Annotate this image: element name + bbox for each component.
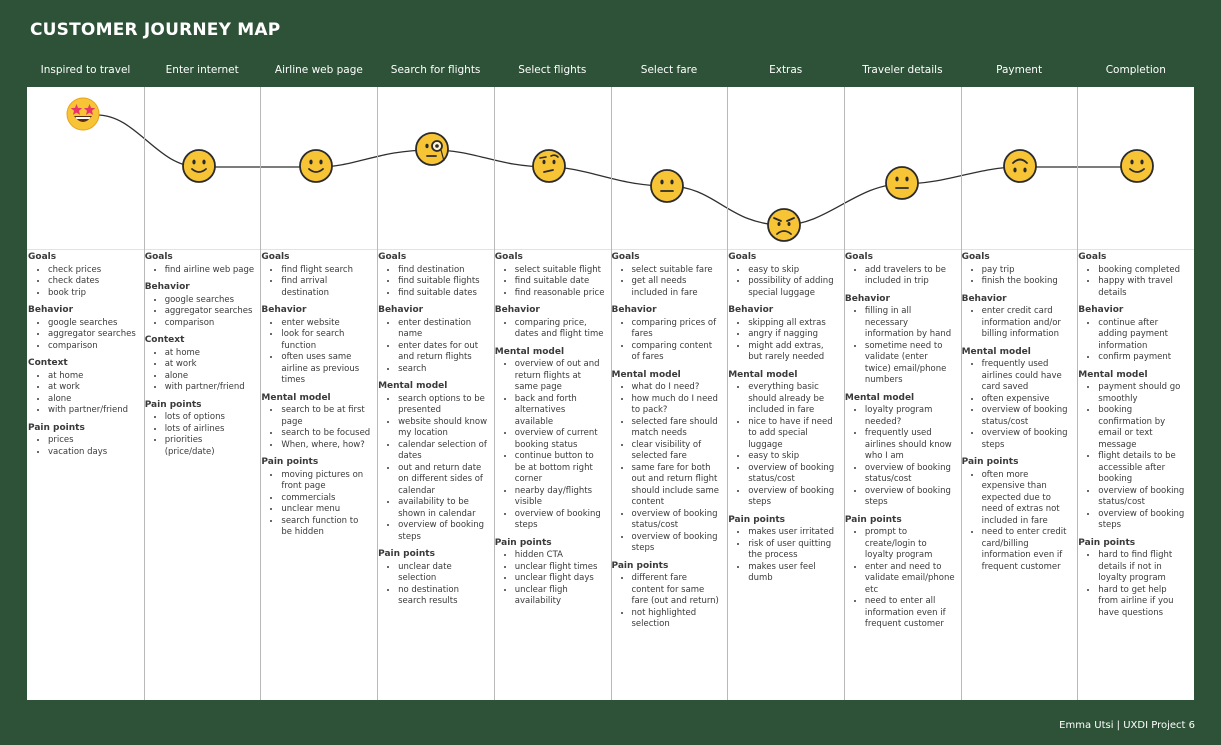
stage-column-enter-internet [145, 252, 255, 458]
list-item: • no destination search results [398, 585, 488, 608]
footer-credit: Emma Utsi | UXDI Project 6 [1059, 720, 1195, 731]
list-item: • google searches [165, 295, 255, 307]
section-title-goals: Goals [28, 252, 57, 262]
list-item: • happy with travel details [1098, 276, 1188, 299]
list-item: • overview of booking steps [865, 486, 955, 509]
list-item: • often more expensive than expected due to need of extras not included in fare [982, 470, 1072, 528]
list-item: • filling in all necessary information by hand [865, 306, 955, 341]
list-item: • prices [48, 435, 138, 447]
list-item: • frequently used airlines should know who I am [865, 428, 955, 463]
list-item: • hard to find flight details if not in loyalty program [1098, 550, 1188, 585]
list-item: • back and forth alternatives available [515, 394, 605, 429]
section-title-behavior: Behavior [611, 305, 657, 315]
section-title-pain-points: Pain points [261, 457, 319, 467]
stage-column-payment [962, 252, 1072, 573]
section-title-goals: Goals [494, 252, 523, 262]
list-item: • moving pictures on front page [281, 470, 371, 493]
list-item: • what do I need? [632, 382, 722, 394]
list-item: • loyalty program needed? [865, 405, 955, 428]
list-item: • find suitable flights [398, 276, 488, 288]
list-item: • booking confirmation by email or text message [1098, 405, 1188, 451]
section-title-behavior: Behavior [494, 305, 540, 315]
page-title: CUSTOMER JOURNEY MAP [30, 20, 281, 40]
section-title-pain-points: Pain points [1078, 537, 1136, 548]
goals-list [495, 265, 605, 300]
section-title-pain-points: Pain points [844, 514, 902, 525]
pain-points-list [261, 470, 371, 539]
list-item: • overview of booking status/cost [632, 509, 722, 532]
behavior-list [962, 306, 1072, 341]
list-item: • find reasonable price [515, 288, 605, 300]
list-item: • pay trip [982, 265, 1072, 277]
pain-points-list [378, 562, 488, 608]
list-item: • with partner/friend [48, 405, 138, 417]
list-item: • book trip [48, 288, 138, 300]
section-title-pain-points: Pain points [728, 514, 786, 525]
mental-model-list [1078, 382, 1188, 532]
list-item: • unclear fligh availability [515, 585, 605, 608]
smiling-face-icon [298, 148, 334, 184]
monocle-face-icon [414, 131, 450, 167]
list-item: • unclear date selection [398, 562, 488, 585]
list-item: • unclear flight times [515, 562, 605, 574]
section-title-goals: Goals [261, 252, 290, 262]
list-item: • alone [48, 394, 138, 406]
stage-column-extras [728, 252, 838, 585]
pain-points-list [28, 435, 138, 458]
stage-column-select-flights [495, 252, 605, 608]
list-item: • search to be focused [281, 428, 371, 440]
section-title-behavior: Behavior [28, 305, 74, 315]
stage-label-extras: Extras [769, 63, 803, 76]
list-item: • aggregator searches [165, 306, 255, 318]
list-item: • enter dates for out and return flights [398, 341, 488, 364]
list-item: • alone [165, 371, 255, 383]
behavior-list [145, 295, 255, 330]
section-title-pain-points: Pain points [28, 422, 85, 433]
list-item: • priorities (price/date) [165, 435, 255, 458]
list-item: • select suitable fare [632, 265, 722, 277]
list-item: • overview of booking steps [982, 428, 1072, 451]
stage-column-traveler-details [845, 252, 955, 631]
list-item: • overview of out and return flights at same page [515, 359, 605, 394]
list-item: • overview of booking steps [515, 509, 605, 532]
list-item: • comparison [165, 318, 255, 330]
list-item: • overview of booking steps [1098, 509, 1188, 532]
list-item: • with partner/friend [165, 382, 255, 394]
list-item: • enter website [281, 318, 371, 330]
section-title-behavior: Behavior [1078, 305, 1124, 315]
goals-list [612, 265, 722, 300]
list-item: • google searches [48, 318, 138, 330]
list-item: • overview of booking status/cost [982, 405, 1072, 428]
section-title-mental-model: Mental model [1078, 369, 1148, 380]
mental-model-list [495, 359, 605, 532]
list-item: • check dates [48, 276, 138, 288]
list-item: • need to enter all information even if frequent customer [865, 596, 955, 631]
list-item: • continue after adding payment information [1098, 318, 1188, 353]
list-item: • not highlighted selection [632, 608, 722, 631]
section-title-pain-points: Pain points [961, 457, 1019, 467]
upside-down-face-icon [1002, 148, 1038, 184]
mental-model-list [261, 405, 371, 451]
list-item: • overview of booking status/cost [865, 463, 955, 486]
mental-model-list [962, 359, 1072, 451]
section-title-behavior: Behavior [961, 293, 1007, 304]
section-title-pain-points: Pain points [144, 399, 202, 410]
pain-points-list [1078, 550, 1188, 619]
journey-board [27, 87, 1194, 700]
list-item: • find flight search [281, 265, 371, 277]
list-item: • vacation days [48, 447, 138, 459]
stage-header-row [27, 52, 1194, 87]
list-item: • flight details to be accessible after booking [1098, 451, 1188, 486]
list-item: • When, where, how? [281, 440, 371, 452]
section-title-goals: Goals [144, 252, 173, 262]
list-item: • unclear menu [281, 504, 371, 516]
angry-face-icon [766, 207, 802, 243]
list-item: • find arrival destination [281, 276, 371, 299]
pain-points-list [962, 470, 1072, 574]
smiling-face-icon [181, 148, 217, 184]
list-item: • at home [165, 348, 255, 360]
list-item: • out and return date on different sides of calendar [398, 463, 488, 498]
list-item: • commercials [281, 493, 371, 505]
list-item: • prompt to create/login to loyalty program [865, 527, 955, 562]
list-item: • sometime need to validate (enter twice) email/phone numbers [865, 341, 955, 387]
neutral-face-icon [884, 165, 920, 201]
list-item: • get all needs included in fare [632, 276, 722, 299]
behavior-list [261, 318, 371, 387]
section-title-behavior: Behavior [728, 305, 774, 315]
behavior-list [845, 306, 955, 387]
list-item: • look for search function [281, 329, 371, 352]
list-item: • at work [165, 359, 255, 371]
list-item: • might add extras, but rarely needed [748, 341, 838, 364]
list-item: • overview of booking status/cost [1098, 486, 1188, 509]
list-item: • find suitable dates [398, 288, 488, 300]
list-item: • aggregator searches [48, 329, 138, 341]
behavior-list [1078, 318, 1188, 364]
pain-points-list [145, 412, 255, 458]
list-item: • find destination [398, 265, 488, 277]
list-item: • everything basic should already be included in fare [748, 382, 838, 417]
list-item: • booking completed [1098, 265, 1188, 277]
list-item: • comparing price, dates and flight time [515, 318, 605, 341]
section-title-goals: Goals [728, 252, 757, 262]
behavior-list [728, 318, 838, 364]
list-item: • search to be at first page [281, 405, 371, 428]
list-item: • hard to get help from airline if you have questions [1098, 585, 1188, 620]
list-item: • website should know my location [398, 417, 488, 440]
list-item: • overview of booking status/cost [748, 463, 838, 486]
list-item: • lots of airlines [165, 424, 255, 436]
section-title-mental-model: Mental model [728, 369, 798, 380]
list-item: • payment should go smoothly [1098, 382, 1188, 405]
list-item: • makes user feel dumb [748, 562, 838, 585]
list-item: • at work [48, 382, 138, 394]
stage-label-enter-internet: Enter internet [165, 63, 239, 76]
section-title-behavior: Behavior [844, 293, 890, 304]
section-title-behavior: Behavior [144, 282, 190, 292]
list-item: • often uses same airline as previous times [281, 352, 371, 387]
list-item: • easy to skip [748, 265, 838, 277]
goals-list [145, 265, 255, 277]
goals-list [845, 265, 955, 288]
list-item: • comparing prices of fares [632, 318, 722, 341]
section-title-goals: Goals [961, 252, 990, 262]
behavior-list [612, 318, 722, 364]
list-item: • selected fare should match needs [632, 417, 722, 440]
list-item: • clear visibility of selected fare [632, 440, 722, 463]
list-item: • need to enter credit card/billing information even if frequent customer [982, 527, 1072, 573]
list-item: • nice to have if need to add special luggage [748, 417, 838, 452]
list-item: • different fare content for same fare (out and return) [632, 573, 722, 608]
list-item: • lots of options [165, 412, 255, 424]
section-title-pain-points: Pain points [494, 537, 552, 548]
section-title-mental-model: Mental model [844, 392, 915, 403]
section-title-goals: Goals [378, 252, 407, 262]
stage-column-select-fare [612, 252, 722, 631]
section-title-goals: Goals [844, 252, 873, 262]
pain-points-list [728, 527, 838, 585]
section-title-mental-model: Mental model [961, 346, 1031, 357]
list-item: • confirm payment [1098, 352, 1188, 364]
stage-label-airline-web-page: Airline web page [274, 63, 363, 76]
stage-column-search-for-flights [378, 252, 488, 608]
list-item: • overview of booking steps [748, 486, 838, 509]
list-item: • makes user irritated [748, 527, 838, 539]
goals-list [28, 265, 138, 300]
stage-label-completion: Completion [1105, 63, 1166, 76]
stage-label-payment: Payment [996, 63, 1043, 76]
section-title-context: Context [28, 358, 68, 368]
list-item: • how much do I need to pack? [632, 394, 722, 417]
list-item: • frequently used airlines could have card saved [982, 359, 1072, 394]
stage-column-completion [1078, 252, 1188, 619]
list-item: • find suitable date [515, 276, 605, 288]
smiling-face-icon [1119, 148, 1155, 184]
section-title-mental-model: Mental model [378, 381, 448, 391]
list-item: • search [398, 364, 488, 376]
list-item: • comparison [48, 341, 138, 353]
mental-model-list [612, 382, 722, 555]
section-title-mental-model: Mental model [261, 392, 331, 403]
goals-list [378, 265, 488, 300]
section-title-mental-model: Mental model [494, 346, 565, 357]
list-item: • hidden CTA [515, 550, 605, 562]
section-title-behavior: Behavior [378, 305, 424, 315]
stage-label-select-fare: Select fare [640, 63, 698, 76]
list-item: • search function to be hidden [281, 516, 371, 539]
mental-model-list [378, 394, 488, 544]
list-item: • unclear flight days [515, 573, 605, 585]
goals-list [261, 265, 371, 300]
list-item: • select suitable flight [515, 265, 605, 277]
list-item: • enter destination name [398, 318, 488, 341]
list-item: • add travelers to be included in trip [865, 265, 955, 288]
section-title-behavior: Behavior [261, 305, 307, 315]
stage-label-inspired-to-travel: Inspired to travel [40, 63, 131, 76]
goals-list [1078, 265, 1188, 300]
list-item: • often expensive [982, 394, 1072, 406]
section-title-context: Context [144, 335, 185, 345]
pain-points-list [612, 573, 722, 631]
behavior-list [28, 318, 138, 353]
goals-list [962, 265, 1072, 288]
mental-model-list [728, 382, 838, 509]
pain-points-list [845, 527, 955, 631]
context-list [145, 348, 255, 394]
list-item: • easy to skip [748, 451, 838, 463]
mental-model-list [845, 405, 955, 509]
list-item: • find airline web page [165, 265, 255, 277]
list-item: • finish the booking [982, 276, 1072, 288]
stage-label-traveler-details: Traveler details [862, 63, 943, 76]
list-item: • possibility of adding special luggage [748, 276, 838, 299]
star-struck-emoji-icon [65, 96, 101, 132]
context-list [28, 371, 138, 417]
list-item: • search options to be presented [398, 394, 488, 417]
list-item: • overview of booking steps [632, 532, 722, 555]
thinking-face-icon [531, 148, 567, 184]
list-item: • overview of booking steps [398, 520, 488, 543]
pain-points-list [495, 550, 605, 608]
list-item: • check prices [48, 265, 138, 277]
section-title-pain-points: Pain points [611, 560, 669, 571]
section-title-mental-model: Mental model [611, 369, 681, 380]
list-item: • same fare for both out and return flight should include same content [632, 463, 722, 509]
stage-column-inspired-to-travel [28, 252, 138, 458]
list-item: • calendar selection of dates [398, 440, 488, 463]
stage-label-select-flights: Select flights [518, 63, 587, 76]
stage-label-search-for-flights: Search for flights [390, 63, 481, 76]
behavior-list [495, 318, 605, 341]
list-item: • overview of current booking status [515, 428, 605, 451]
list-item: • nearby day/flights visible [515, 486, 605, 509]
section-title-goals: Goals [1078, 252, 1107, 262]
list-item: • at home [48, 371, 138, 383]
list-item: • risk of user quitting the process [748, 539, 838, 562]
list-item: • enter and need to validate email/phone etc [865, 562, 955, 597]
neutral-face-icon [649, 168, 685, 204]
section-title-pain-points: Pain points [378, 549, 435, 559]
section-title-goals: Goals [611, 252, 640, 262]
list-item: • continue button to be at bottom right corner [515, 451, 605, 486]
list-item: • availability to be shown in calendar [398, 497, 488, 520]
behavior-list [378, 318, 488, 376]
list-item: • angry if nagging [748, 329, 838, 341]
list-item: • comparing content of fares [632, 341, 722, 364]
goals-list [728, 265, 838, 300]
list-item: • skipping all extras [748, 318, 838, 330]
stage-column-airline-web-page [261, 252, 371, 539]
list-item: • enter credit card information and/or billing information [982, 306, 1072, 341]
